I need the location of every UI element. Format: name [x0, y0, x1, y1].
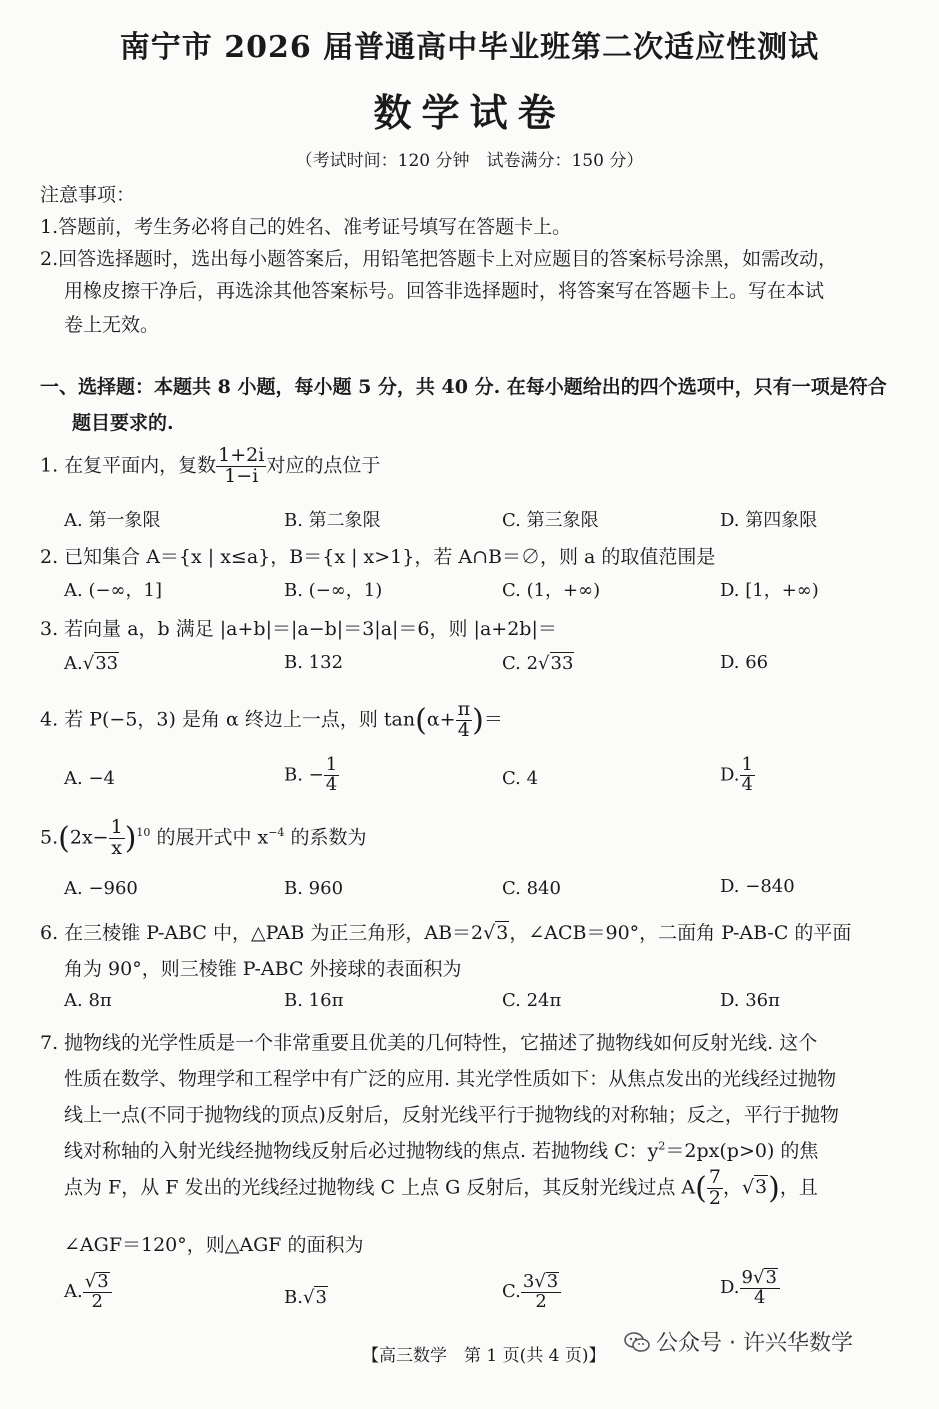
watermark: 公众号 · 许兴华数学: [624, 1326, 853, 1357]
note-2-line-1: 2.回答选择题时，选出每小题答案后，用铅笔把答题卡上对应题目的答案标号涂黑，如需改动，: [40, 248, 838, 270]
q5-option-c: C. 840: [502, 878, 561, 899]
q7-point-fraction: $\frac{7}{2}$: [708, 1166, 721, 1209]
question-6-stem-line-1: 6. 在三棱锥 P-ABC 中，△PAB 为正三角形，AB＝2√3，∠ACB＝90°，二面角 P-AB-C 的平面: [40, 922, 852, 944]
q4-option-c: C. 4: [502, 768, 539, 789]
q2-option-b: B. (−∞，1): [284, 580, 383, 601]
q1-option-a: A. 第一象限: [64, 510, 161, 531]
q2-option-d: D. [1，+∞): [720, 580, 819, 601]
q3-option-a: A.√33: [64, 653, 119, 674]
q5-option-a: A. −960: [64, 878, 138, 899]
question-7-line-3: 线上一点(不同于抛物线的顶点)反射后，反射光线平行于抛物线的对称轴；反之，平行于抛物: [64, 1104, 839, 1126]
question-4-stem: 4. 若 P(−5，3) 是角 α 终边上一点，则 tan(α+ $\frac{\pi}{4}$ )＝: [40, 698, 503, 741]
question-2-stem: 2. 已知集合 A＝{x | x≤a}，B＝{x | x>1}，若 A∩B＝∅，则 a 的取值范围是: [40, 546, 716, 568]
q4-fraction: $\frac{\pi}{4}$: [457, 698, 471, 741]
q4-option-b: B. − $\frac{1}{4}$: [284, 754, 338, 795]
note-2-line-2: 用橡皮擦干净后，再选涂其他答案标号。回答非选择题时，将答案写在答题卡上。写在本试: [64, 280, 825, 302]
q1-option-d: D. 第四象限: [720, 510, 818, 531]
note-1: 1.答题前，考生务必将自己的姓名、准考证号填写在答题卡上。: [40, 216, 572, 238]
question-7-line-1: 7. 抛物线的光学性质是一个非常重要且优美的几何特性，它描述了抛物线如何反射光线. 这个: [40, 1032, 818, 1054]
q3-option-c: C. 2√33: [502, 653, 574, 674]
q6-option-d: D. 36π: [720, 990, 780, 1011]
q7-option-a: A. $\frac{√3}{2}$: [64, 1272, 112, 1312]
question-6-stem-line-2: 角为 90°，则三棱锥 P-ABC 外接球的表面积为: [64, 958, 462, 980]
q1-option-c: C. 第三象限: [502, 510, 599, 531]
q5-option-d: D. −840: [720, 876, 795, 897]
exam-info: （考试时间：120 分钟 试卷满分：150 分）: [295, 151, 644, 171]
q1-fraction: $\frac{1+2i}{1-i}$: [218, 444, 265, 487]
q2-option-c: C. (1，+∞): [502, 580, 601, 601]
q7-option-c: C. $\frac{3√3}{2}$: [502, 1272, 561, 1312]
q2-option-a: A. (−∞，1]: [64, 580, 163, 601]
exam-subtitle: 数学试卷: [373, 90, 566, 135]
question-7-line-2: 性质在数学、物理学和工程学中有广泛的应用. 其光学性质如下：从焦点发出的光线经过抛物: [64, 1068, 837, 1090]
wechat-icon: [624, 1331, 650, 1353]
q7-option-d: D. $\frac{9√3}{4}$: [720, 1268, 780, 1308]
note-2-line-3: 卷上无效。: [64, 314, 160, 336]
q3-option-d: D. 66: [720, 652, 769, 673]
question-5-stem: 5.(2x− $\frac{1}{x}$ )$^{10}$ 的展开式中 $x^{-4}$ 的系数为: [40, 816, 367, 859]
question-3-stem: 3. 若向量 a，b 满足 |a+b|＝|a−b|＝3|a|＝6，则 |a+2b|＝: [40, 618, 557, 640]
q4-option-d: D. $\frac{1}{4}$: [720, 754, 753, 795]
q3-option-b: B. 132: [284, 652, 344, 673]
exam-title: 南宁市 2026 届普通高中毕业班第二次适应性测试: [119, 30, 820, 65]
q5-fraction: $\frac{1}{x}$: [110, 816, 123, 859]
question-1-stem: 1. 在复平面内，复数 $\frac{1+2i}{1-i}$ 对应的点位于: [40, 444, 381, 487]
section-1-heading: 一、选择题：本题共 8 小题，每小题 5 分，共 40 分. 在每小题给出的四个选项中，只有一项是符合: [40, 376, 887, 398]
q1-option-b: B. 第二象限: [284, 510, 381, 531]
question-7-line-6: ∠AGF＝120°，则△AGF 的面积为: [64, 1234, 364, 1256]
q7-option-b: B.√3: [284, 1287, 327, 1308]
q4-option-a: A. −4: [64, 768, 115, 789]
q6-option-b: B. 16π: [284, 990, 344, 1011]
section-1-heading-cont: 题目要求的.: [72, 412, 174, 434]
question-7-line-5: 点为 F，从 F 发出的光线经过抛物线 C 上点 G 反射后，其反射光线过点 A( $\frac{7}{2}$ ，√3)，且: [64, 1166, 818, 1209]
page-footer: 【高三数学 第 1 页(共 4 页)】: [362, 1346, 606, 1366]
question-7-line-4: 线对称轴的入射光线经抛物线反射后必过抛物线的焦点. 若抛物线 C：$y^2=2px(p>0)$ 的焦: [64, 1139, 819, 1162]
q6-option-c: C. 24π: [502, 990, 562, 1011]
q6-option-a: A. 8π: [64, 990, 112, 1011]
notes-heading: 注意事项：: [40, 184, 136, 206]
q5-option-b: B. 960: [284, 878, 344, 899]
